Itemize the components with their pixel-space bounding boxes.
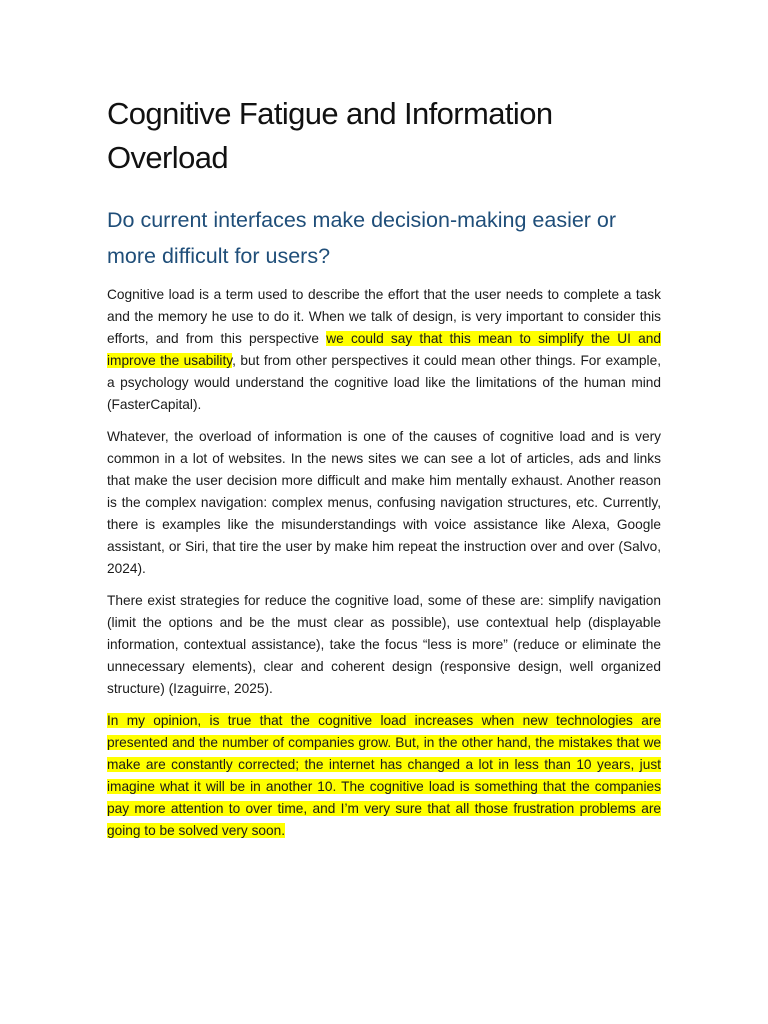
paragraph-4	[107, 710, 661, 842]
paragraph-1	[107, 284, 661, 416]
paragraph-3: There exist strategies for reduce the cognitive load, some of these are: simplify navigation (limit the options and be the must clear as possible), use contextual help (displayable information, contextual assistance), take the focus “less is more” (reduce or eliminate the unnecessary elements), clear and coherent design (responsive design, well organized structure) (Izaguirre, 2025).	[107, 593, 661, 696]
document-title: Cognitive Fatigue and Information Overload	[107, 96, 553, 175]
paragraph-1-highlight: we could say that this mean to simplify the UI and improve the usability	[107, 331, 661, 368]
paragraph-1-text-before: Cognitive load is a term used to describe the effort that the user needs to complete a task and the memory he use to do it. When we talk of design, is very important to consider this efforts, and from this perspective	[107, 287, 661, 346]
paragraph-4-highlight: In my opinion, is true that the cognitive load increases when new technologies are presented and the number of companies grow. But, in the other hand, the mistakes that we make are constantly corrected; the internet has changed a lot in less than 10 years, just imagine what it will be in another 10. The cognitive load is something that the companies pay more attention to over time, and I’m very sure that all those frustration problems are going to be solved very soon.	[107, 713, 661, 838]
paragraph-1-text-after: , but from other perspectives it could mean other things. For example, a psychology would understand the cognitive load like the limitations of the human mind (FasterCapital).	[107, 353, 661, 412]
paragraph-2: Whatever, the overload of information is one of the causes of cognitive load and is very common in a lot of websites. In the news sites we can see a lot of articles, ads and links that make the user decision more difficult and make him mentally exhaust. Another reason is the complex navigation: complex menus, confusing navigation structures, etc. Currently, there is examples like the misunderstandings with voice assistance like Alexa, Google assistant, or Siri, that tire the user by make him repeat the instruction over and over (Salvo, 2024).	[107, 429, 661, 576]
document-subtitle: Do current interfaces make decision-making easier or more difficult for users?	[107, 208, 617, 268]
document-page	[107, 92, 661, 852]
